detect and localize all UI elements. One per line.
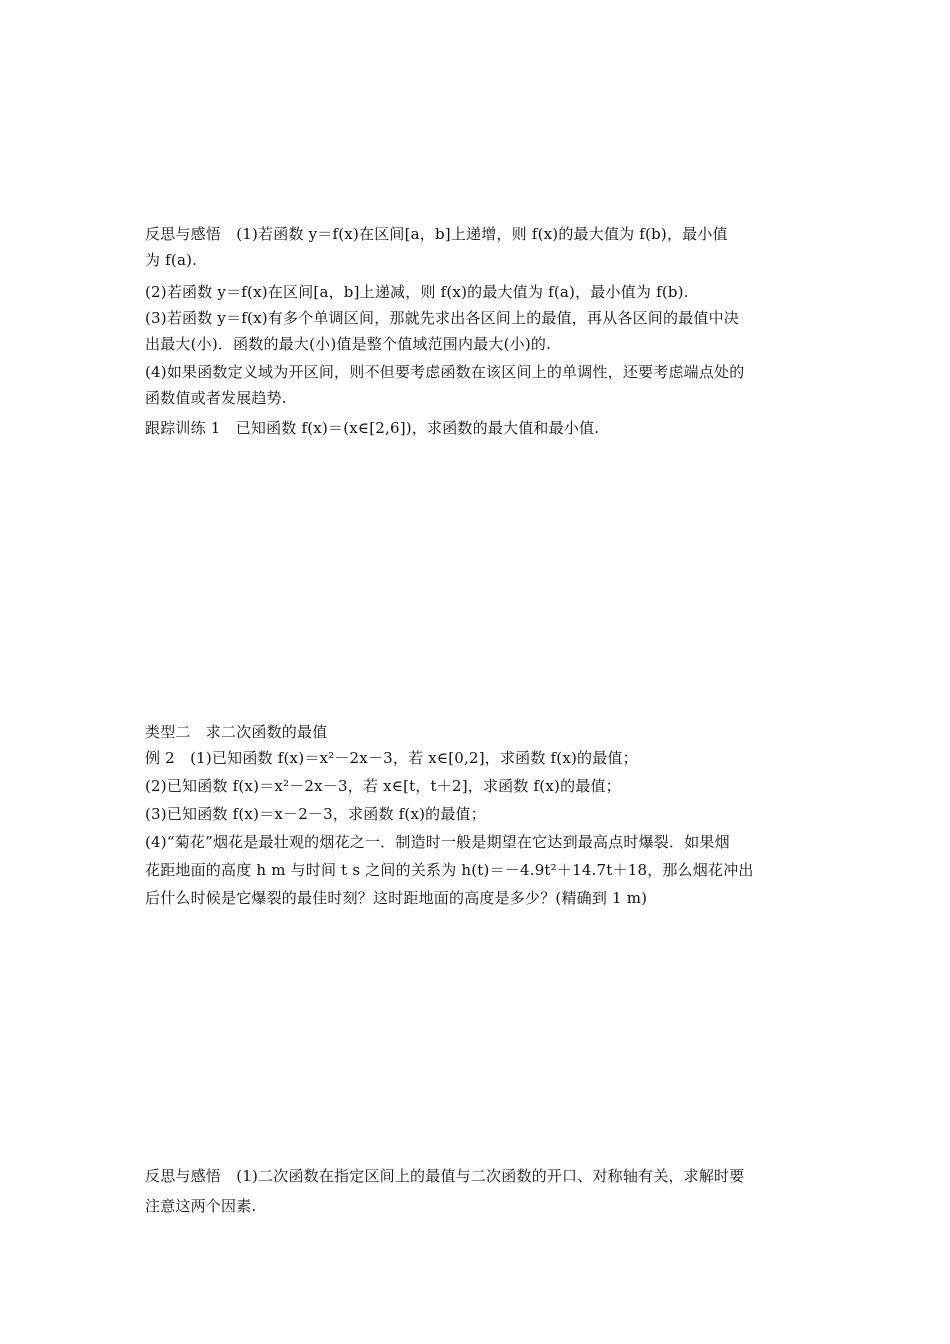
example-2-line-6: 后什么时候是它爆裂的最佳时刻？这时距地面的高度是多少？(精确到 1 m) xyxy=(145,889,648,907)
practice-1-text: 跟踪训练 1 已知函数 f(x)＝(x∈[2,6])，求函数的最大值和最小值. xyxy=(145,419,600,437)
reflection-1-line-3: (2)若函数 y＝f(x)在区间[a，b]上递减，则 f(x)的最大值为 f(a)，最小值为 f(b). xyxy=(145,283,689,301)
reflection-2-line-2: 注意这两个因素. xyxy=(145,1197,257,1215)
reflection-1-line-1: 反思与感悟 (1)若函数 y＝f(x)在区间[a，b]上递增，则 f(x)的最大值为 f(b)，最小值 xyxy=(145,225,728,243)
example-2-line-5: 花距地面的高度 h m 与时间 t s 之间的关系为 h(t)＝－4.9t²＋14.7t＋18，那么烟花冲出 xyxy=(145,861,754,879)
example-2-line-4: (4)“菊花”烟花是最壮观的烟花之一．制造时一般是期望在它达到最高点时爆裂．如果烟 xyxy=(145,833,730,851)
reflection-2-line-1: 反思与感悟 (1)二次函数在指定区间上的最值与二次函数的开口、对称轴有关，求解时要 xyxy=(145,1167,745,1185)
reflection-1-line-4: (3)若函数 y＝f(x)有多个单调区间，那就先求出各区间上的最值，再从各区间的最值中决 xyxy=(145,309,740,327)
example-2-line-3: (3)已知函数 f(x)＝x－2－3，求函数 f(x)的最值； xyxy=(145,805,486,823)
reflection-1-line-2: 为 f(a). xyxy=(145,251,198,269)
example-2-line-1: 例 2 (1)已知函数 f(x)＝x²－2x－3，若 x∈[0,2]，求函数 f(x)的最值； xyxy=(145,749,638,767)
reflection-1-line-7: 函数值或者发展趋势. xyxy=(145,389,287,407)
example-2-line-2: (2)已知函数 f(x)＝x²－2x－3，若 x∈[t，t＋2]，求函数 f(x)的最值； xyxy=(145,777,621,795)
reflection-1-line-5: 出最大(小)．函数的最大(小)值是整个值域范围内最大(小)的. xyxy=(145,335,552,353)
reflection-1-line-6: (4)如果函数定义域为开区间，则不但要考虑函数在该区间上的单调性，还要考虑端点处的 xyxy=(145,363,745,381)
type-2-title: 类型二 求二次函数的最值 xyxy=(145,723,328,741)
